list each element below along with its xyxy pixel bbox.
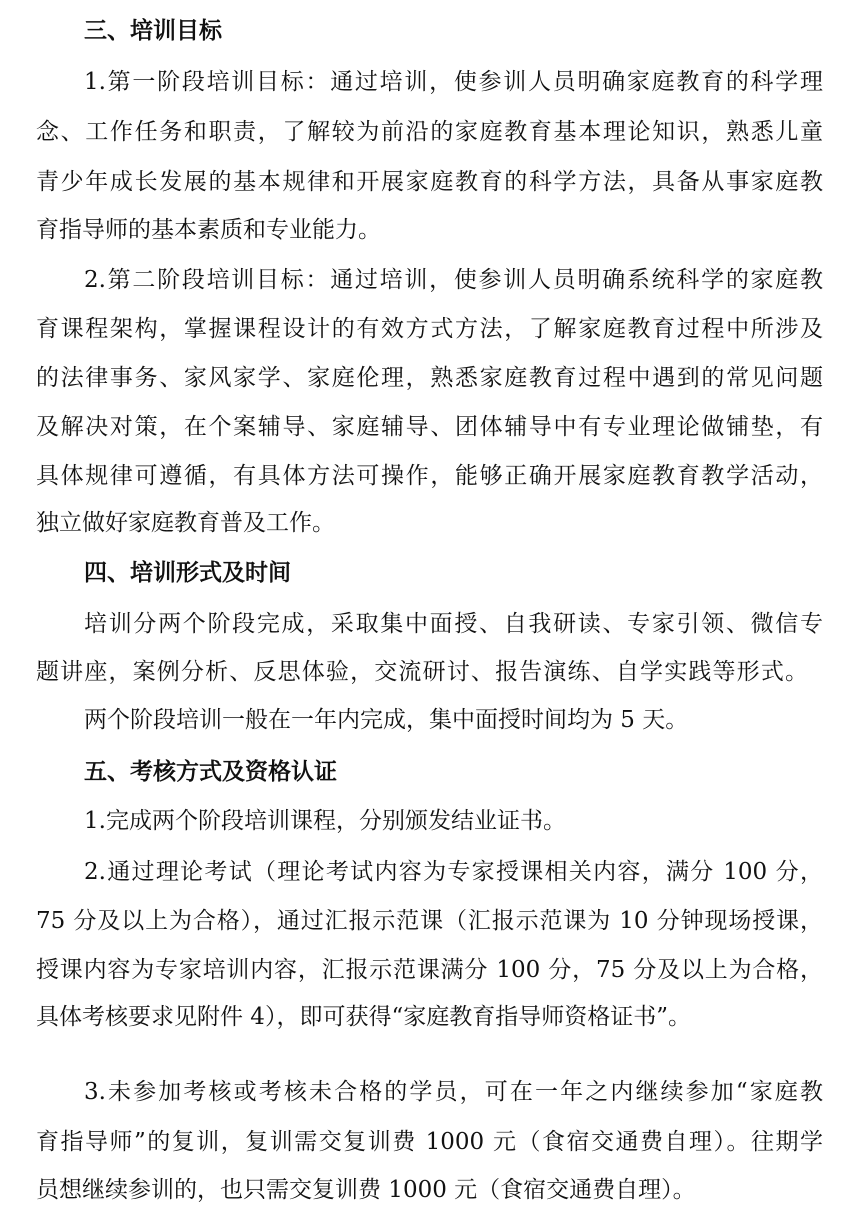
paragraph-line: 两个阶段培训一般在一年内完成，集中面授时间均为 5 天。 bbox=[84, 707, 689, 733]
paragraph-line: 青少年成长发展的基本规律和开展家庭教育的科学方法，具备从事家庭教 bbox=[36, 169, 823, 195]
paragraph-line: 1.第一阶段培训目标：通过培训，使参训人员明确家庭教育的科学理 bbox=[84, 69, 823, 95]
paragraph-line: 独立做好家庭教育普及工作。 bbox=[36, 510, 335, 536]
paragraph-line: 育课程架构，掌握课程设计的有效方式方法，了解家庭教育过程中所涉及 bbox=[36, 316, 823, 342]
paragraph-line: 及解决对策，在个案辅导、家庭辅导、团体辅导中有专业理论做铺垫，有 bbox=[36, 414, 823, 440]
section-heading-5: 五、考核方式及资格认证 bbox=[84, 759, 337, 785]
paragraph-line: 75 分及以上为合格），通过汇报示范课（汇报示范课为 10 分钟现场授课， bbox=[36, 908, 823, 934]
paragraph-line: 育指导师的基本素质和专业能力。 bbox=[36, 217, 381, 243]
paragraph-line: 育指导师”的复训，复训需交复训费 1000 元（食宿交通费自理）。往期学 bbox=[36, 1129, 823, 1155]
paragraph-line: 具体考核要求见附件 4），即可获得“家庭教育指导师资格证书”。 bbox=[36, 1004, 691, 1030]
paragraph-line: 1.完成两个阶段培训课程，分别颁发结业证书。 bbox=[84, 808, 566, 834]
paragraph-line: 具体规律可遵循，有具体方法可操作，能够正确开展家庭教育教学活动， bbox=[36, 463, 823, 489]
paragraph-line: 2.通过理论考试（理论考试内容为专家授课相关内容，满分 100 分， bbox=[84, 859, 823, 885]
paragraph-line: 员想继续参训的，也只需交复训费 1000 元（食宿交通费自理）。 bbox=[36, 1177, 696, 1203]
paragraph-line: 题讲座，案例分析、反思体验，交流研讨、报告演练、自学实践等形式。 bbox=[36, 659, 808, 685]
section-heading-4: 四、培训形式及时间 bbox=[84, 560, 291, 586]
paragraph-line: 培训分两个阶段完成，采取集中面授、自我研读、专家引领、微信专 bbox=[84, 611, 823, 637]
paragraph-line: 念、工作任务和职责，了解较为前沿的家庭教育基本理论知识，熟悉儿童 bbox=[36, 119, 823, 145]
paragraph-line: 2.第二阶段培训目标：通过培训，使参训人员明确系统科学的家庭教 bbox=[84, 267, 823, 293]
paragraph-line: 3.未参加考核或考核未合格的学员，可在一年之内继续参加“家庭教 bbox=[84, 1079, 823, 1105]
paragraph-line: 授课内容为专家培训内容，汇报示范课满分 100 分，75 分及以上为合格， bbox=[36, 957, 823, 983]
paragraph-line: 的法律事务、家风家学、家庭伦理，熟悉家庭教育过程中遇到的常见问题 bbox=[36, 365, 823, 391]
section-heading-3: 三、培训目标 bbox=[84, 18, 222, 44]
